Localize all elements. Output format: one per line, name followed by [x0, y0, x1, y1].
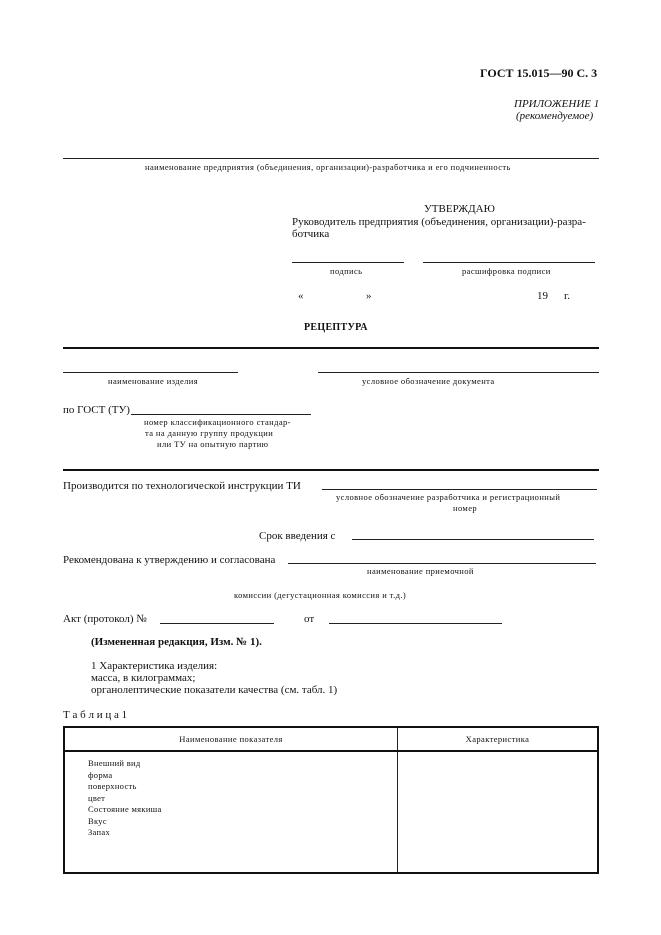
recipe-rule — [63, 347, 599, 349]
table-header-indicator: Наименование показателя — [64, 727, 398, 751]
table-caption: Т а б л и ц а 1 — [63, 709, 128, 721]
amended-note: (Измененная редакция, Изм. № 1). — [91, 636, 262, 648]
gost-page-header: ГОСТ 15.015—90 С. 3 — [480, 66, 598, 80]
section-rule — [63, 469, 599, 471]
table-header-characteristic: Характеристика — [398, 727, 599, 751]
gost-tu-caption-3: или ТУ на опытную партию — [157, 439, 269, 449]
list-item: форма — [88, 769, 113, 780]
recommended-label: (рекомендуемое) — [516, 110, 594, 122]
gost-tu-caption-1: номер классификационного стандар- — [144, 417, 291, 427]
product-caption: наименование изделия — [108, 376, 199, 386]
commission-caption-1: наименование приемочной — [367, 566, 474, 576]
act-date-line[interactable] — [329, 623, 502, 624]
ti-caption-2: номер — [453, 503, 478, 513]
ti-line[interactable] — [322, 489, 597, 490]
act-number-line[interactable] — [160, 623, 274, 624]
document-line[interactable] — [318, 372, 599, 373]
product-name-line[interactable] — [63, 372, 238, 373]
gost-tu-label: по ГОСТ (ТУ) — [63, 404, 130, 416]
characteristics-table — [63, 726, 599, 874]
approval-line1: Руководитель предприятия (объединения, организации)-разра- — [292, 216, 586, 228]
indicator-cell — [64, 751, 398, 873]
table-row — [64, 751, 598, 873]
appendix-label: ПРИЛОЖЕНИЕ 1 — [514, 98, 600, 110]
produced-label: Производится по технологической инструкции ТИ — [63, 480, 301, 492]
gost-tu-caption-2: та на данную группу продукции — [145, 428, 274, 438]
characteristics-line1: 1 Характеристика изделия: — [91, 660, 218, 672]
quote-close: » — [366, 290, 372, 302]
list-item: Запах — [88, 827, 110, 837]
act-from-label: от — [304, 613, 315, 625]
list-item: поверхность — [88, 781, 137, 791]
intro-date-label: Срок введения с — [259, 530, 336, 542]
org-caption: наименование предприятия (объединения, организации)-разработчика и его подчиненность — [145, 162, 511, 172]
commission-line[interactable] — [288, 563, 596, 564]
decoding-caption: расшифровка подписи — [462, 266, 551, 276]
list-item: Внешний вид — [88, 758, 141, 768]
act-label: Акт (протокол) № — [63, 613, 147, 625]
characteristic-cell[interactable] — [398, 751, 599, 873]
list-item: цвет — [88, 792, 106, 803]
characteristics-line2: масса, в килограммах; — [91, 672, 196, 684]
signature-line[interactable] — [292, 262, 404, 263]
doc-caption: условное обозначение документа — [362, 376, 495, 386]
approval-title: УТВЕРЖДАЮ — [424, 203, 495, 215]
quote-open: « — [298, 290, 304, 302]
commission-caption-2: комиссии (дегустационная комиссия и т.д.) — [234, 590, 407, 600]
signature-caption: подпись — [330, 266, 363, 276]
list-item: Состояние мякиша — [88, 804, 162, 814]
recommended-approval-label: Рекомендована к утверждению и согласована — [63, 554, 276, 566]
characteristics-line3: органолептические показатели качества (см. табл. 1) — [91, 684, 338, 696]
approval-line2: ботчика — [292, 228, 330, 240]
ti-caption-1: условное обозначение разработчика и регистрационный — [336, 492, 561, 502]
decoding-line[interactable] — [423, 262, 595, 263]
gost-tu-line[interactable] — [131, 414, 311, 415]
intro-date-line[interactable] — [352, 539, 594, 540]
recipe-title: РЕЦЕПТУРА — [304, 322, 368, 333]
year-suffix: г. — [564, 290, 571, 302]
list-item: Вкус — [88, 815, 107, 826]
year-prefix: 19 — [537, 290, 548, 302]
org-line — [63, 158, 599, 159]
